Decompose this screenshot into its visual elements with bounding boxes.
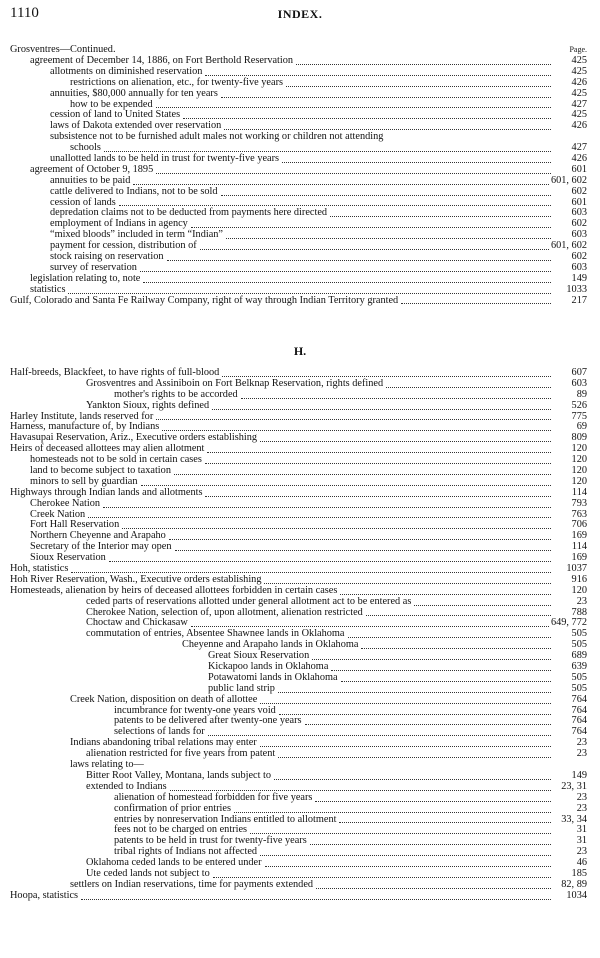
entry-text: Hoh River Reservation, Wash., Executive orders establishing — [10, 573, 262, 585]
entry-page: 1034 — [566, 889, 587, 901]
dot-leader — [224, 120, 551, 130]
entry-page: 649, 772 — [550, 617, 587, 629]
index-entry — [10, 296, 587, 307]
dot-leader — [241, 389, 551, 399]
dot-leader — [147, 760, 551, 769]
entry-text: selections of lands for — [114, 726, 205, 738]
entry-page: 526 — [571, 399, 587, 411]
entry-text: cession of lands — [50, 196, 116, 208]
entry-text: entries by nonreservation Indians entitled to allotment — [114, 813, 337, 825]
entry-page: 788 — [571, 606, 587, 618]
page-number: 1110 — [10, 5, 39, 21]
entry-page: 426 — [571, 76, 587, 88]
entry-page: 23, 31 — [561, 780, 587, 792]
entry-page: 425 — [571, 109, 587, 121]
entry-text: Ute ceded lands not subject to — [86, 867, 210, 879]
entry-text: alienation of homestead forbidden for five years — [114, 791, 313, 803]
entry-text: employment of Indians in agency — [50, 218, 188, 230]
dot-leader — [167, 251, 551, 261]
dot-leader — [361, 639, 551, 649]
entry-page: 82, 89 — [561, 878, 587, 890]
dot-leader — [316, 879, 551, 889]
entry-text: legislation relating to, note — [30, 272, 141, 284]
entry-text: Creek Nation — [30, 508, 86, 520]
index-entries — [10, 368, 587, 902]
entry-page: 601, 602 — [550, 174, 587, 186]
dot-leader — [310, 835, 551, 845]
entry-page: 639 — [571, 661, 587, 673]
entry-text: agreement of October 9, 1895 — [30, 163, 154, 175]
dot-leader — [339, 813, 551, 823]
entry-page: 23 — [576, 595, 587, 607]
entry-text: tribal rights of Indians not affected — [114, 846, 258, 858]
entry-page: 185 — [571, 867, 587, 879]
entry-page: 169 — [571, 530, 587, 542]
dot-leader — [205, 454, 551, 464]
dot-leader — [226, 229, 551, 239]
entry-page: 89 — [576, 388, 587, 400]
entry-text: Potawatomi lands in Oklahoma — [208, 671, 338, 683]
entry-page: 764 — [571, 726, 587, 738]
entry-text: Fort Hall Reservation — [30, 519, 120, 531]
entry-text: annuities to be paid — [50, 174, 131, 186]
entry-text: Yankton Sioux, rights defined — [86, 399, 210, 411]
dot-leader — [162, 421, 551, 431]
dot-leader — [386, 378, 551, 388]
dot-leader — [81, 890, 551, 900]
entry-text: Highways through Indian lands and allotments — [10, 486, 203, 498]
entry-page: 23 — [576, 791, 587, 803]
entry-page: 31 — [576, 835, 587, 847]
entry-page: 426 — [571, 153, 587, 164]
entry-page: 425 — [571, 65, 587, 77]
entry-page: 23 — [576, 846, 587, 858]
index-entries — [10, 56, 587, 306]
dot-leader — [174, 465, 551, 475]
dot-leader — [88, 508, 551, 518]
entry-page: 775 — [571, 410, 587, 422]
entry-page: 916 — [571, 573, 587, 585]
entry-text: laws of Dakota extended over reservation — [50, 120, 222, 132]
entry-text: Sioux Reservation — [30, 552, 106, 564]
entry-page: 114 — [571, 541, 587, 553]
entry-text: Oklahoma ceded lands to be entered under — [86, 857, 262, 869]
dot-leader — [279, 705, 551, 715]
dot-leader — [260, 694, 551, 704]
dot-leader — [169, 530, 551, 540]
entry-page: 764 — [571, 715, 587, 727]
entry-page: 217 — [571, 294, 587, 306]
entry-page: 427 — [571, 98, 587, 110]
entry-page: 427 — [571, 142, 587, 154]
entry-page: 69 — [576, 421, 587, 433]
entry-page: 601, 602 — [550, 240, 587, 252]
dot-leader — [212, 400, 551, 410]
entry-page: 114 — [571, 486, 587, 498]
entry-text: Harness, manufacture of, by Indians — [10, 421, 160, 433]
entry-text: land to become subject to taxation — [30, 465, 171, 476]
entry-page: 120 — [571, 584, 587, 596]
entry-text: laws relating to— — [70, 759, 144, 771]
section-letter: H. — [293, 344, 307, 358]
dot-leader — [205, 66, 551, 76]
dot-leader — [141, 476, 551, 486]
entry-text: Cherokee Nation — [30, 497, 101, 509]
dot-leader — [286, 77, 551, 87]
entry-page: 425 — [571, 87, 587, 99]
entry-page: 603 — [571, 207, 587, 219]
dot-leader — [296, 55, 551, 65]
dot-leader — [401, 294, 551, 304]
dot-leader — [122, 519, 551, 529]
dot-leader — [140, 262, 551, 272]
entry-text: mother's rights to be accorded — [114, 388, 238, 400]
dot-leader — [260, 737, 551, 747]
entry-text: Half-breeds, Blackfeet, to have rights of full-blood — [10, 366, 220, 378]
dot-leader — [119, 196, 551, 206]
entry-text: Harley Institute, lands reserved for — [10, 410, 154, 422]
entry-page: 602 — [571, 185, 587, 197]
entry-text: public land strip — [208, 682, 275, 694]
dot-leader — [278, 748, 551, 758]
entry-page: 1037 — [566, 563, 587, 575]
entry-page: 603 — [571, 261, 587, 273]
entry-text: extended to Indians — [86, 780, 167, 792]
dot-leader — [71, 563, 551, 573]
entry-text: alienation restricted for five years from patent — [86, 748, 276, 760]
dot-leader — [366, 606, 551, 616]
entry-text: allotments on diminished reservation — [50, 65, 203, 77]
dot-leader — [386, 132, 551, 141]
entry-page: 120 — [571, 465, 587, 476]
entry-page: 764 — [571, 693, 587, 705]
dot-leader — [222, 367, 551, 377]
entry-page: 120 — [571, 454, 587, 466]
entry-text: patents to be held in trust for twenty-five years — [114, 835, 307, 847]
entry-text: Grosventres and Assiniboin on Fort Belknap Reservation, rights defined — [86, 377, 384, 389]
dot-leader — [305, 715, 551, 725]
entry-page: 763 — [571, 508, 587, 520]
entry-text: Cheyenne and Arapaho lands in Oklahoma — [182, 639, 359, 651]
entry-text: Secretary of the Interior may open — [30, 541, 172, 553]
entry-page: 603 — [571, 377, 587, 389]
entry-text: survey of reservation — [50, 261, 137, 273]
entry-text: Northern Cheyenne and Arapaho — [30, 530, 166, 542]
entry-page: 607 — [571, 366, 587, 378]
dot-leader — [234, 803, 551, 813]
entry-page: 33, 34 — [561, 813, 587, 825]
entry-page: 23 — [576, 737, 587, 749]
entry-page: 23 — [576, 748, 587, 760]
entry-page: 169 — [571, 552, 587, 564]
entry-page: 23 — [576, 802, 587, 814]
entry-text: Gulf, Colorado and Santa Fe Railway Company, right of way through Indian Territory granted — [10, 294, 399, 306]
entry-text: Bitter Root Valley, Montana, lands subject to — [86, 769, 272, 781]
entry-text: confirmation of prior entries — [114, 802, 231, 814]
entry-text: schools — [70, 142, 101, 154]
entry-text: restrictions on alienation, etc., for twenty-five years — [70, 76, 284, 88]
entry-text: stock raising on reservation — [50, 251, 164, 263]
dot-leader — [213, 868, 551, 878]
dot-leader — [341, 672, 551, 682]
entry-text: cattle delivered to Indians, not to be sold — [50, 185, 218, 197]
entry-text: Indians abandoning tribal relations may enter — [70, 737, 257, 749]
index-section-h — [10, 368, 587, 902]
dot-leader — [183, 109, 551, 119]
entry-page: 426 — [571, 120, 587, 132]
entry-text: Great Sioux Reservation — [208, 650, 310, 662]
dot-leader — [191, 617, 549, 627]
dot-leader — [278, 683, 551, 693]
dot-leader — [68, 284, 551, 294]
dot-leader — [348, 628, 551, 638]
entry-page: 31 — [576, 824, 587, 836]
dot-leader — [330, 207, 551, 217]
entry-text: Choctaw and Chickasaw — [86, 617, 188, 629]
entry-text: settlers on Indian reservations, time for payments extended — [70, 878, 314, 890]
section-heading: Grosventres—Continued. — [10, 44, 116, 55]
entry-page: 120 — [571, 443, 587, 455]
entry-page: 120 — [571, 475, 587, 487]
entry-page: 603 — [571, 229, 587, 241]
dot-leader — [175, 541, 551, 551]
dot-leader — [331, 661, 551, 671]
entry-text: Hoopa, statistics — [10, 889, 79, 901]
entry-text: agreement of December 14, 1886, on Fort Berthold Reservation — [30, 54, 294, 66]
dot-leader — [315, 792, 551, 802]
entry-text: cession of land to United States — [50, 109, 181, 121]
entry-page: 1033 — [566, 283, 587, 295]
index-entry — [10, 891, 587, 902]
entry-page: 601 — [571, 196, 587, 208]
dot-leader — [170, 781, 551, 791]
entry-text: statistics — [30, 283, 66, 295]
entry-text: Havasupai Reservation, Ariz., Executive orders establishing — [10, 432, 258, 444]
entry-text: ceded parts of reservations allotted under general allotment act to be entered as — [86, 595, 412, 607]
entry-page: 505 — [571, 639, 587, 651]
entry-text: how to be expended — [70, 98, 153, 110]
dot-leader — [274, 770, 551, 780]
dot-leader — [109, 552, 551, 562]
dot-leader — [205, 487, 551, 497]
entry-text: depredation claims not to be deducted from payments here directed — [50, 207, 328, 219]
entry-page: 689 — [571, 650, 587, 662]
dot-leader — [133, 175, 549, 185]
entry-text: patents to be delivered after twenty-one years — [114, 715, 302, 727]
entry-text: commutation of entries, Absentee Shawnee lands in Oklahoma — [86, 628, 345, 640]
dot-leader — [156, 164, 551, 174]
entry-page: 602 — [571, 218, 587, 230]
dot-leader — [282, 153, 551, 163]
running-title: INDEX. — [277, 7, 323, 21]
dot-leader — [104, 142, 551, 152]
dot-leader — [156, 410, 551, 420]
entry-text: payment for cession, distribution of — [50, 240, 197, 252]
entry-text: subsistence not to be furnished adult males not working or children not attending — [50, 131, 384, 143]
entry-text: Creek Nation, disposition on death of allottee — [70, 693, 258, 705]
page-column-label: Page. — [569, 45, 587, 54]
dot-leader — [221, 88, 551, 98]
dot-leader — [312, 650, 551, 660]
dot-leader — [208, 726, 551, 736]
entry-text: homesteads not to be sold in certain cases — [30, 454, 202, 466]
entry-page: 601 — [571, 163, 587, 175]
dot-leader — [156, 98, 551, 108]
dot-leader — [191, 218, 551, 228]
entry-text: Heirs of deceased allottees may alien allotment — [10, 443, 205, 455]
dot-leader — [103, 498, 551, 508]
dot-leader — [265, 857, 551, 867]
entry-text: annuities, $80,000 annually for ten years — [50, 87, 218, 99]
dot-leader — [260, 846, 551, 856]
entry-page: 505 — [571, 682, 587, 694]
entry-text: Hoh, statistics — [10, 563, 69, 575]
entry-page: 505 — [571, 628, 587, 640]
entry-text: fees not to be charged on entries — [114, 824, 248, 836]
entry-text: Cherokee Nation, selection of, upon allotment, alienation restricted — [86, 606, 363, 618]
entry-page: 809 — [571, 432, 587, 444]
entry-page: 602 — [571, 251, 587, 263]
entry-page: 764 — [571, 704, 587, 716]
dot-leader — [340, 585, 551, 595]
entry-page: 149 — [571, 272, 587, 284]
entry-text: unallotted lands to be held in trust for twenty-five years — [50, 153, 280, 164]
entry-page: 149 — [571, 769, 587, 781]
dot-leader — [143, 273, 551, 283]
entry-page: 425 — [571, 54, 587, 66]
entry-page: 46 — [576, 857, 587, 869]
index-section-g — [10, 44, 587, 306]
dot-leader — [200, 240, 549, 250]
entry-text: Homesteads, alienation by heirs of deceased allottees forbidden in certain cases — [10, 584, 338, 596]
entry-text: minors to sell by guardian — [30, 475, 138, 487]
dot-leader — [207, 443, 551, 453]
dot-leader — [221, 186, 551, 196]
entry-text: “mixed bloods” included in term “Indian” — [50, 229, 223, 241]
entry-page: 505 — [571, 671, 587, 683]
dot-leader — [260, 432, 551, 442]
dot-leader — [250, 824, 551, 834]
entry-text: incumbrance for twenty-one years void — [114, 704, 276, 716]
page-header — [10, 5, 590, 25]
entry-page: 706 — [571, 519, 587, 531]
entry-text: Kickapoo lands in Oklahoma — [208, 661, 329, 673]
dot-leader — [414, 596, 551, 606]
entry-page: 793 — [571, 497, 587, 509]
dot-leader — [264, 574, 551, 584]
